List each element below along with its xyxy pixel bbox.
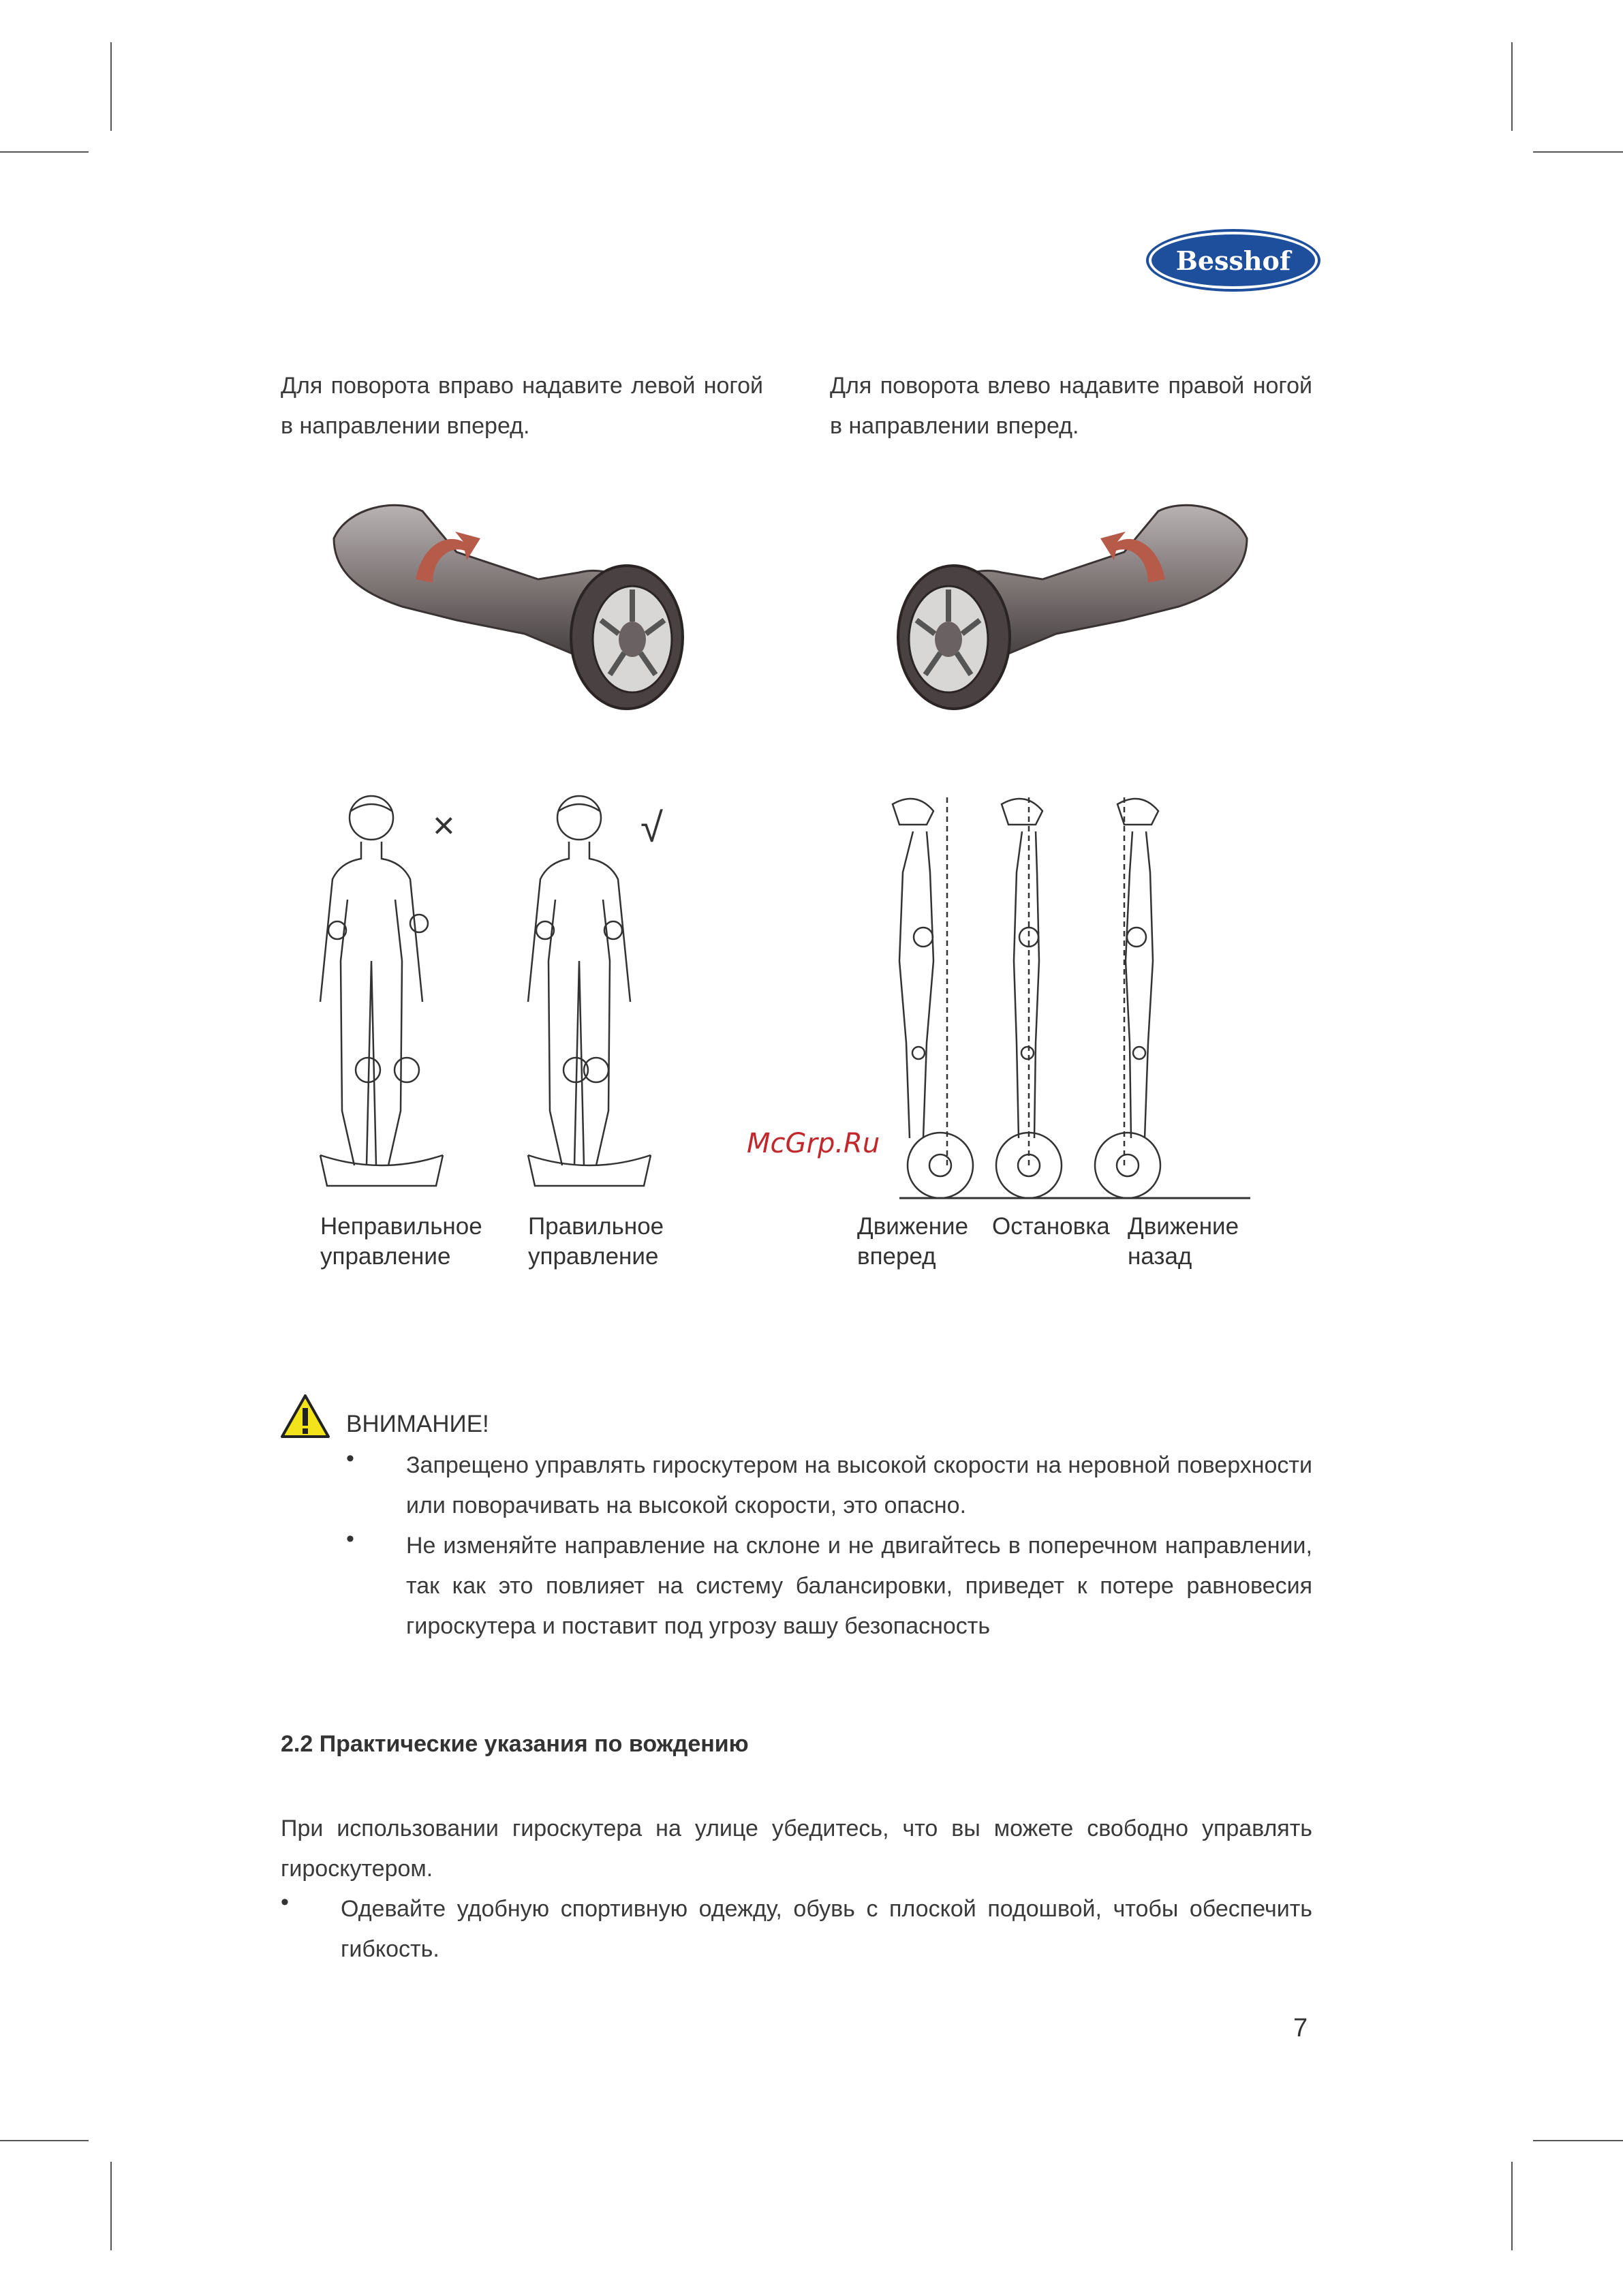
warning-item-text: Запрещено управлять гироскутером на высокой скорости на неровной поверхности или поворачивать на высокой скорости, это опасно. xyxy=(406,1452,1312,1518)
turn-right-text: Для поворота вправо надавите левой ногой в направлении вперед. xyxy=(281,373,763,439)
list-item: • Запрещено управлять гироскутером на высокой скорости на неровной поверхности или поворачивать на высокой скорости, это опасно. xyxy=(346,1445,1312,1526)
crop-mark xyxy=(110,42,112,131)
backward-rider xyxy=(1095,797,1160,1198)
warning-item-text: Не изменяйте направление на склоне и не двигайтесь в поперечном направлении, так как это повлияет на систему балансировки, приведет к потере равновесия гироскутера и поставит под угрозу вашу безопасность xyxy=(406,1533,1312,1639)
section-heading: 2.2 Практические указания по вождению xyxy=(281,1731,749,1757)
crop-mark xyxy=(0,151,89,153)
list-item: • Одевайте удобную спортивную одежду, обувь с плоской подошвой, чтобы обеспечить гибкость. xyxy=(281,1889,1312,1970)
caption-stop: Остановка xyxy=(992,1213,1110,1240)
warning-list xyxy=(346,1445,1312,1647)
page-number: 7 xyxy=(1293,2014,1308,2042)
caption-forward: Движение вперед xyxy=(857,1213,969,1270)
list-item: • Не изменяйте направление на склоне и не двигайтесь в поперечном направлении, так как это повлияет на систему балансировки, приведет к потере равновесия гироскутера и поставит под угрозу вашу безопасность xyxy=(346,1526,1312,1647)
brand-logo: Besshof xyxy=(1149,232,1318,289)
warning-triangle-icon xyxy=(279,1393,331,1439)
crop-mark xyxy=(0,2140,89,2141)
crop-mark xyxy=(110,2162,112,2250)
wrong-mark: × xyxy=(433,803,455,846)
caption-right-control: Правильное управление xyxy=(528,1213,664,1270)
crop-mark xyxy=(1511,2162,1513,2250)
hoverboard-right-turn-image xyxy=(320,491,702,722)
crop-mark xyxy=(1511,42,1513,131)
stop-rider xyxy=(996,797,1062,1198)
caption-wrong-control: Неправильное управление xyxy=(320,1213,482,1270)
caption-backward: Движение назад xyxy=(1128,1213,1239,1270)
crop-mark xyxy=(1533,2140,1623,2141)
wrong-posture-figure xyxy=(320,796,443,1186)
forward-rider xyxy=(893,797,973,1198)
turn-left-text: Для поворота влево надавите правой ногой в направлении вперед. xyxy=(830,373,1312,439)
bullet-text: Одевайте удобную спортивную одежду, обувь с плоской подошвой, чтобы обеспечить гибкость. xyxy=(341,1896,1312,1962)
hoverboard-left-turn-image xyxy=(879,491,1261,722)
right-mark: √ xyxy=(640,805,663,851)
side-view-riders-figure xyxy=(852,784,1274,1206)
section-bullets xyxy=(281,1889,1312,1970)
section-intro: При использовании гироскутера на улице убедитесь, что вы можете свободно управлять гироскутером. xyxy=(281,1816,1312,1882)
warning-title: ВНИМАНИЕ! xyxy=(346,1411,489,1437)
crop-mark xyxy=(1533,151,1623,153)
front-view-riders-figure xyxy=(300,784,709,1206)
watermark-text: McGrp.Ru xyxy=(747,1128,880,1159)
right-posture-figure xyxy=(528,796,651,1186)
